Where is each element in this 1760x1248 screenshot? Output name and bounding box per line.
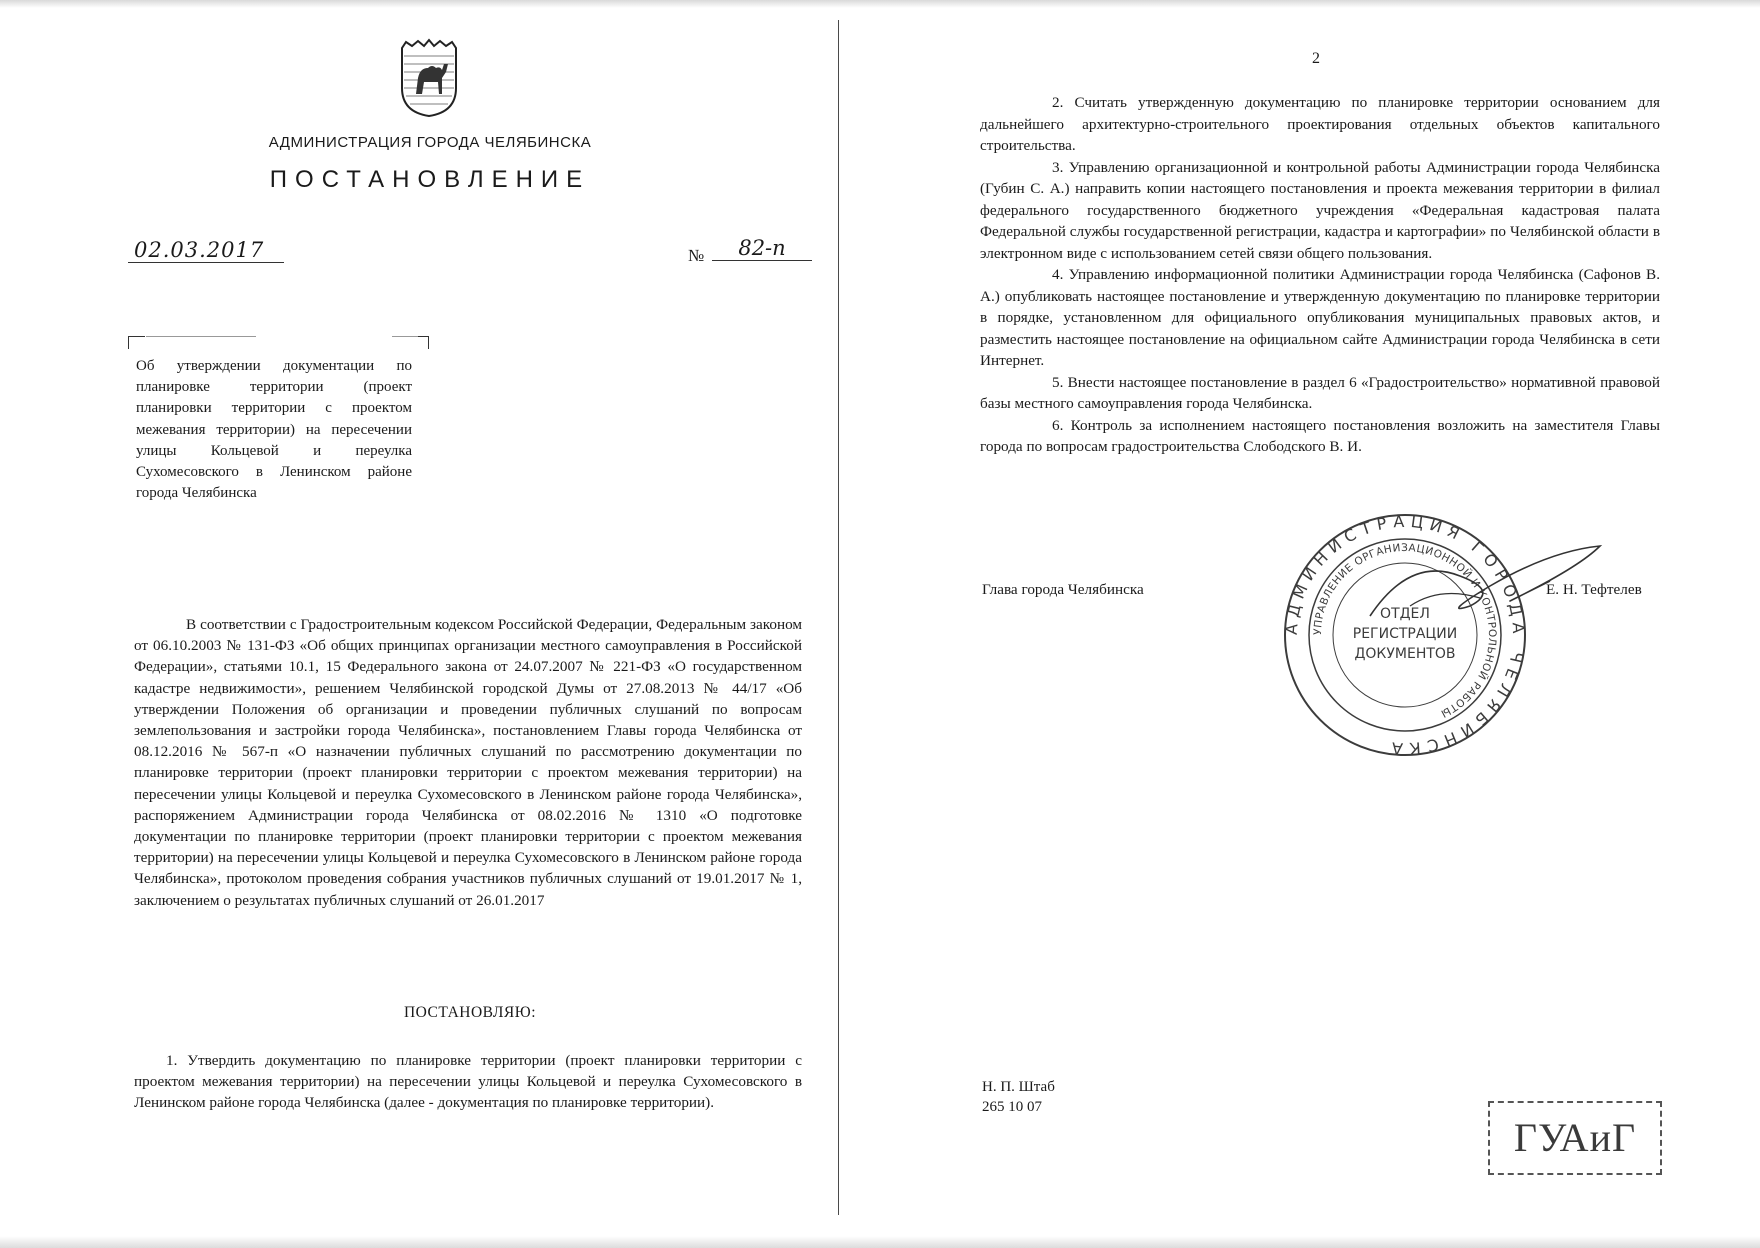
- point-4: 4. Управлению информационной политики Администрации города Челябинска (Сафонов В. А.) опубликовать настоящее постановление и утвержденную документацию по планировке территории в порядке, установленном для официального опубликования муниципальных правовых актов, и разместить настоящее постановление на официальном сайте Администрации города Челябинска в сети Интернет.: [980, 266, 1660, 369]
- document-date: 02.03.2017: [128, 238, 284, 263]
- subject-bracket-right: [418, 336, 429, 349]
- seal-center-line: ОТДЕЛ: [1380, 606, 1430, 622]
- seal-outer-text: АДМИНИСТРАЦИЯ ГОРОДА ЧЕЛЯБИНСКА: [1281, 511, 1529, 759]
- point-1: 1. Утвердить документацию по планировке территории (проект планировки территории с проектом межевания территории) на пересечении улицы Кольцевой и переулка Сухомесовского в Ленинском районе города Челябинска (далее - документация по планировке территории).: [134, 1052, 802, 1112]
- point-6: 6. Контроль за исполнением настоящего постановления возложить на заместителя Главы города по вопросам градостроительства Слободского В. И.: [980, 416, 1660, 455]
- seal-inner-text: УПРАВЛЕНИЕ ОРГАНИЗАЦИОННОЙ И КОНТРОЛЬНОЙ РАБОТЫ: [1311, 541, 1499, 720]
- point-2: 2. Считать утвержденную документацию по планировке территории основанием для дальнейшего архитектурно-строительного проектирования отдельных объектов капитального строительства.: [980, 94, 1660, 154]
- scan-shadow-bottom: [0, 1236, 1760, 1248]
- document-type-title: ПОСТАНОВЛЕНИЕ: [269, 166, 591, 193]
- executor-name: Н. П. Штаб: [982, 1079, 1055, 1095]
- signatory-name: Е. Н. Тефтелев: [1546, 581, 1642, 598]
- signatory-title: Глава города Челябинска: [982, 581, 1144, 598]
- subject-bracket-line: [146, 336, 256, 337]
- decree-points: [980, 92, 1660, 458]
- subject-bracket-line: [392, 336, 418, 337]
- number-label: №: [688, 246, 705, 265]
- subject-bracket-left: [128, 336, 145, 349]
- seal-center-line: РЕГИСТРАЦИИ: [1352, 626, 1458, 642]
- page-divider: [838, 20, 839, 1215]
- point-5: 5. Внести настоящее постановление в раздел 6 «Градостроительство» нормативной правовой базы местного самоуправления города Челябинска.: [980, 373, 1660, 412]
- decree-heading: ПОСТАНОВЛЯЮ:: [403, 1004, 537, 1021]
- chelyabinsk-coat-of-arms-icon: [398, 38, 460, 118]
- administration-name: АДМИНИСТРАЦИЯ ГОРОДА ЧЕЛЯБИНСКА: [268, 134, 592, 151]
- document-number: 82-п: [712, 236, 812, 261]
- page-number: 2: [1312, 50, 1320, 67]
- handwritten-signature: [1350, 536, 1620, 626]
- scan-shadow-top: [0, 0, 1760, 8]
- executor-phone: 265 10 07: [982, 1099, 1042, 1115]
- point-3: 3. Управлению организационной и контрольной работы Администрации города Челябинска (Губин С. А.) направить копии настоящего постановления и проекта межевания территории в филиал федерального государственного бюджетного учреждения «Федеральная кадастровая палата Федеральной службы государственной регистрации, кадастра и картографии» по Челябинской области в электронном виде с использованием сетей связи общего пользования.: [980, 158, 1660, 262]
- preamble-paragraph: В соответствии с Градостроительным кодексом Российской Федерации, Федеральным законом от 06.10.2003 № 131-ФЗ «Об общих принципах организации местного самоуправления в Российской Федерации», статьями 10.1, 15 Федерального закона от 24.07.2007 № 221-ФЗ «О государственном кадастре недвижимости», решением Челябинской городской Думы от 27.08.2013 № 44/17 «Об утверждении Положения об организации и проведении публичных слушаний по вопросам землепользования и застройки города Челябинска», постановлением Главы города Челябинска от 08.12.2016 № 567-п «О назначении публичных слушаний по рассмотрению документации по планировке территории (проект планировки территории с проектом межевания территории) на пересечении улицы Кольцевой и переулка Сухомесовского в Ленинском районе города Челябинска», распоряжением Администрации города Челябинска от 08.02.2016 № 1310 «О подготовке документации по планировке территории (проект планировки территории с проектом межевания территории) на пересечении улицы Кольцевой и переулка Сухомесовского в Ленинском районе города Челябинска», протоколом проведения собрания участников публичных слушаний от 19.01.2017 № 1, заключением о результатах публичных слушаний от 26.01.2017: [134, 616, 802, 909]
- seal-center-line: ДОКУМЕНТОВ: [1354, 646, 1456, 662]
- document-subject: Об утверждении документации по планировке территории (проект планировки территории с проектом межевания территории) на пересечении улицы Кольцевой и переулка Сухомесовского в Ленинском районе города Челябинска: [136, 358, 412, 502]
- department-stamp: ГУАиГ: [1513, 1115, 1637, 1160]
